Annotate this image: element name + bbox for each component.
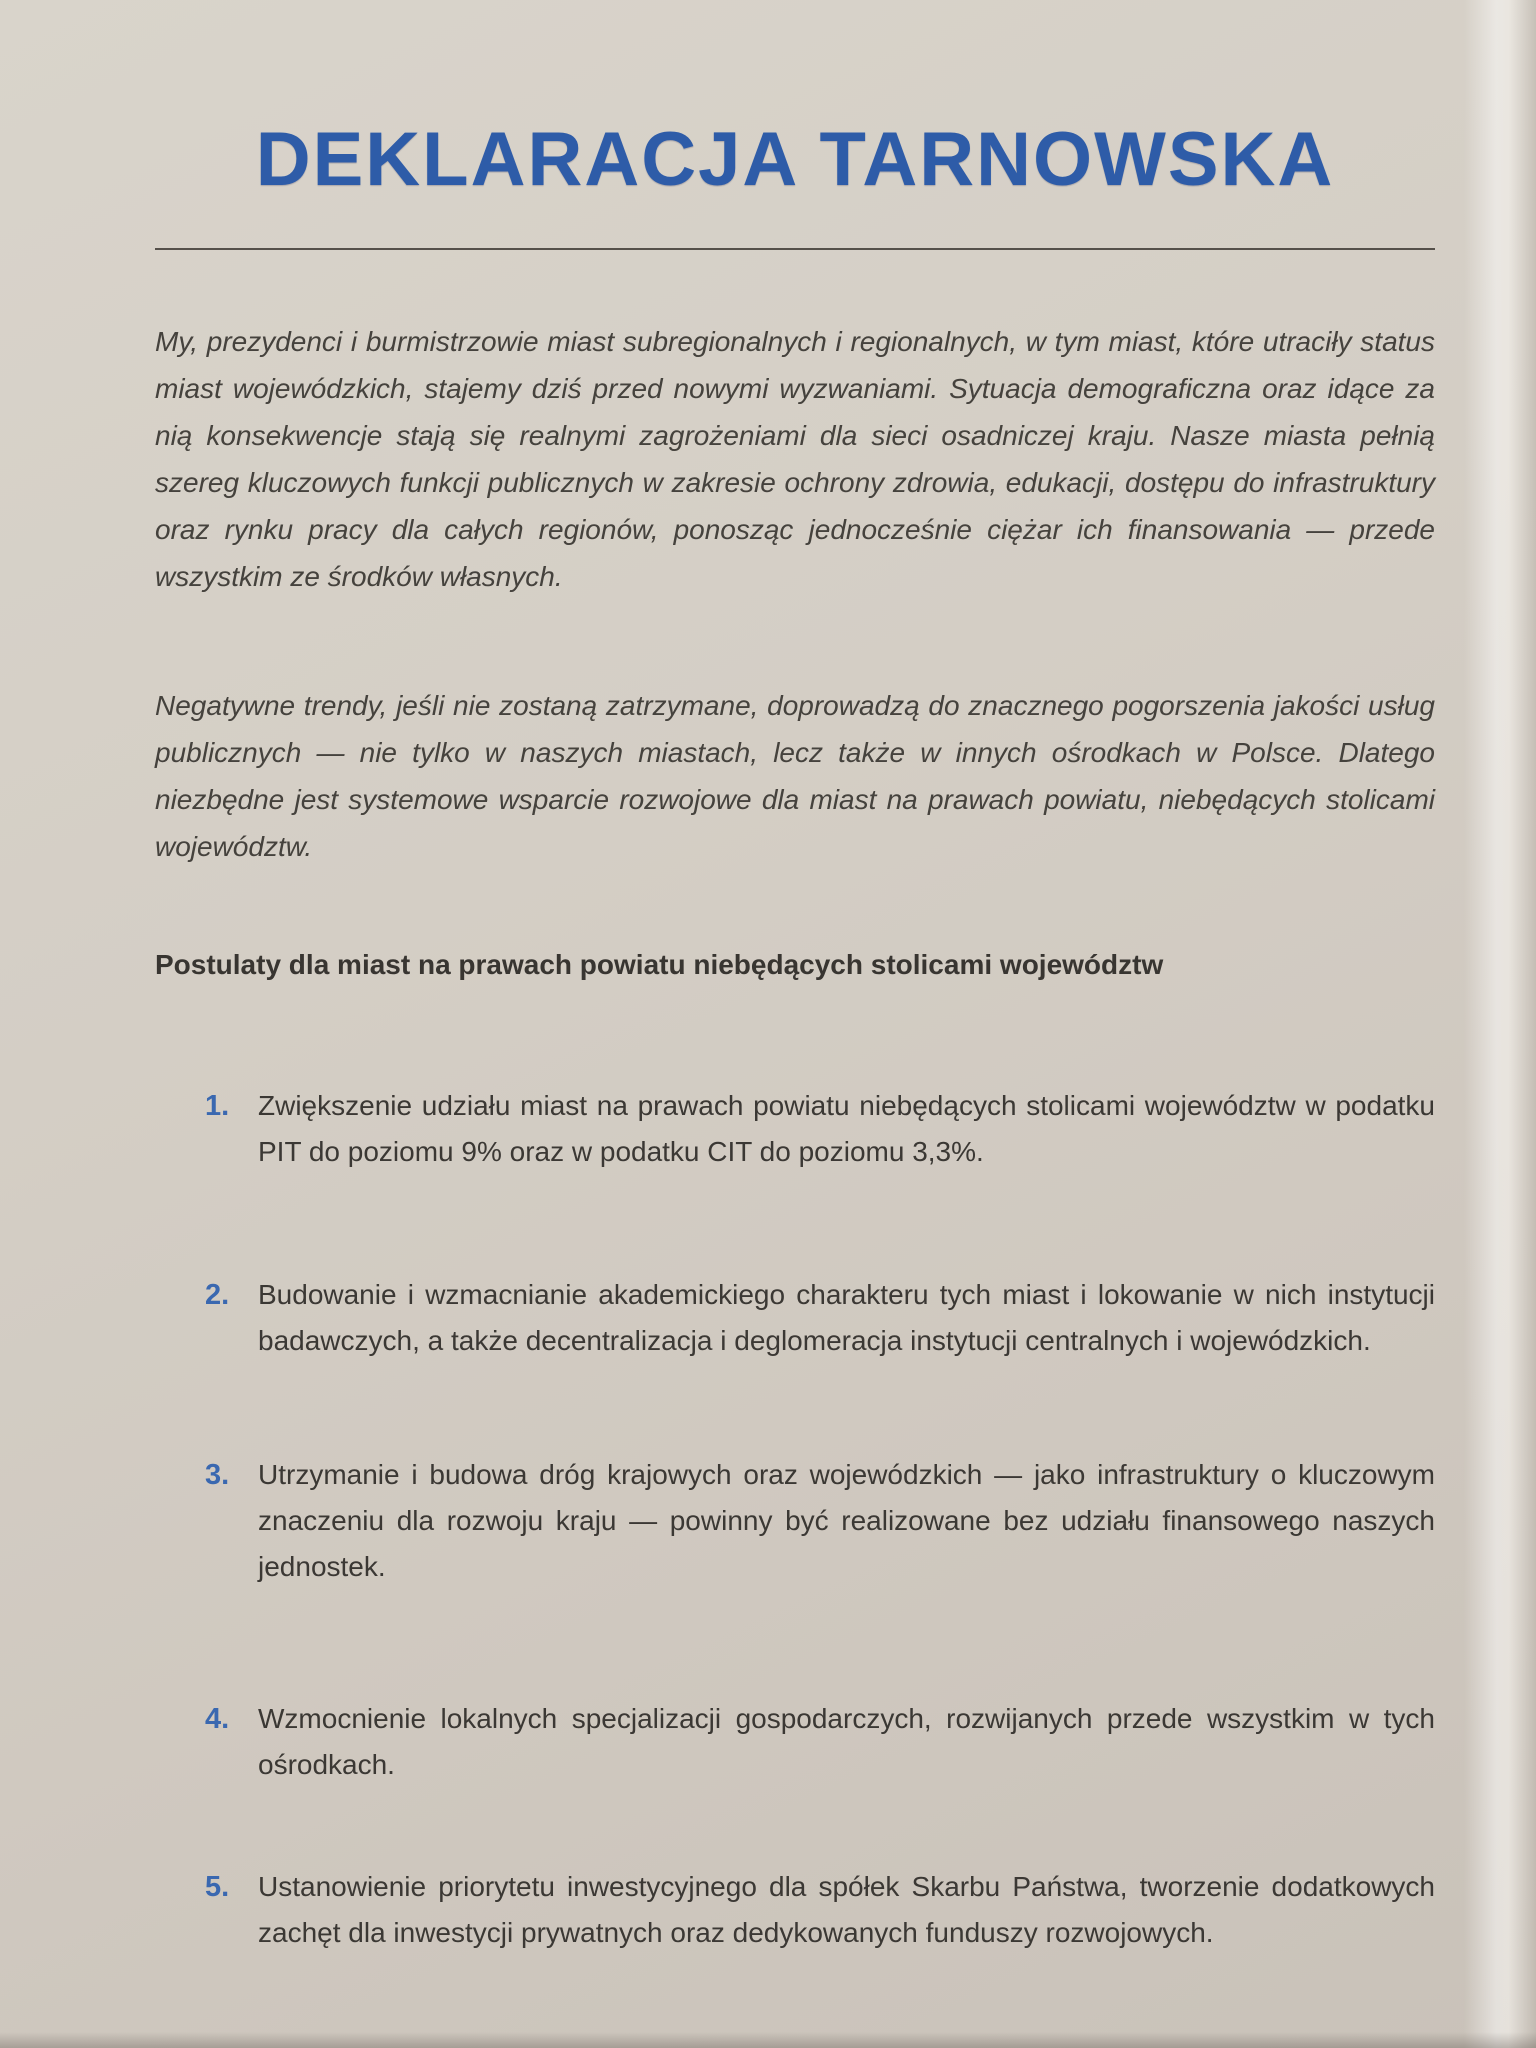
list-item-number: 1.: [205, 1090, 230, 1122]
list-item-number: 2.: [205, 1279, 230, 1311]
intro-paragraph-2: Negatywne trendy, jeśli nie zostaną zatrzymane, doprowadzą do znacznego pogorszenia jakości usług publicznych — nie tylko w naszych miastach, lecz także w innych ośrodkach w Polsce. Dlatego niezbędne jest systemowe wsparcie rozwojowe dla miast na prawach powiatu, niebędących stolicami województw.: [155, 690, 1435, 862]
page-right-edge-highlight: [1464, 0, 1536, 2048]
list-item-text: Budowanie i wzmacnianie akademickiego charakteru tych miast i lokowanie w nich instytucji badawczych, a także decentralizacja i deglomeracja instytucji centralnych i wojewódzkich.: [258, 1279, 1435, 1356]
list-item-text: Zwiększenie udziału miast na prawach powiatu niebędących stolicami województw w podatku PIT do poziomu 9% oraz w podatku CIT do poziomu 3,3%.: [258, 1090, 1435, 1167]
list-item-number: 5.: [205, 1871, 230, 1903]
list-item-text: Wzmocnienie lokalnych specjalizacji gospodarczych, rozwijanych przede wszystkim w tych ośrodkach.: [258, 1703, 1435, 1780]
postulates-list: [155, 1083, 1435, 1956]
document: [155, 0, 1435, 1956]
list-item: [155, 1272, 1435, 1364]
photo-bottom-shadow: [0, 2032, 1536, 2048]
list-item-text: Ustanowienie priorytetu inwestycyjnego dla spółek Skarbu Państwa, tworzenie dodatkowych zachęt dla inwestycji prywatnych oraz dedykowanych funduszy rozwojowych.: [258, 1871, 1435, 1948]
list-item-number: 4.: [205, 1703, 230, 1735]
list-item: [155, 1864, 1435, 1956]
postulates-heading: Postulaty dla miast na prawach powiatu niebędących stolicami województw: [155, 949, 1164, 980]
list-item: [155, 1696, 1435, 1788]
title-divider: [155, 248, 1435, 250]
list-item-number: 3.: [205, 1459, 230, 1491]
list-item: [155, 1452, 1435, 1590]
intro-paragraph-1: My, prezydenci i burmistrzowie miast subregionalnych i regionalnych, w tym miast, które utraciły status miast wojewódzkich, stajemy dziś przed nowymi wyzwaniami. Sytuacja demograficzna oraz idące za nią konsekwencje stają się realnymi zagrożeniami dla sieci osadniczej kraju. Nasze miasta pełnią szereg kluczowych funkcji publicznych w zakresie ochrony zdrowia, edukacji, dostępu do infrastruktury oraz rynku pracy dla całych regionów, ponosząc jednocześnie ciężar ich finansowania — przede wszystkim ze środków własnych.: [155, 326, 1435, 592]
document-title: DEKLARACJA TARNOWSKA: [255, 117, 1335, 202]
list-item-text: Utrzymanie i budowa dróg krajowych oraz wojewódzkich — jako infrastruktury o kluczowym znaczeniu dla rozwoju kraju — powinny być realizowane bez udziału finansowego naszych jednostek.: [258, 1459, 1435, 1582]
list-item: [155, 1083, 1435, 1175]
